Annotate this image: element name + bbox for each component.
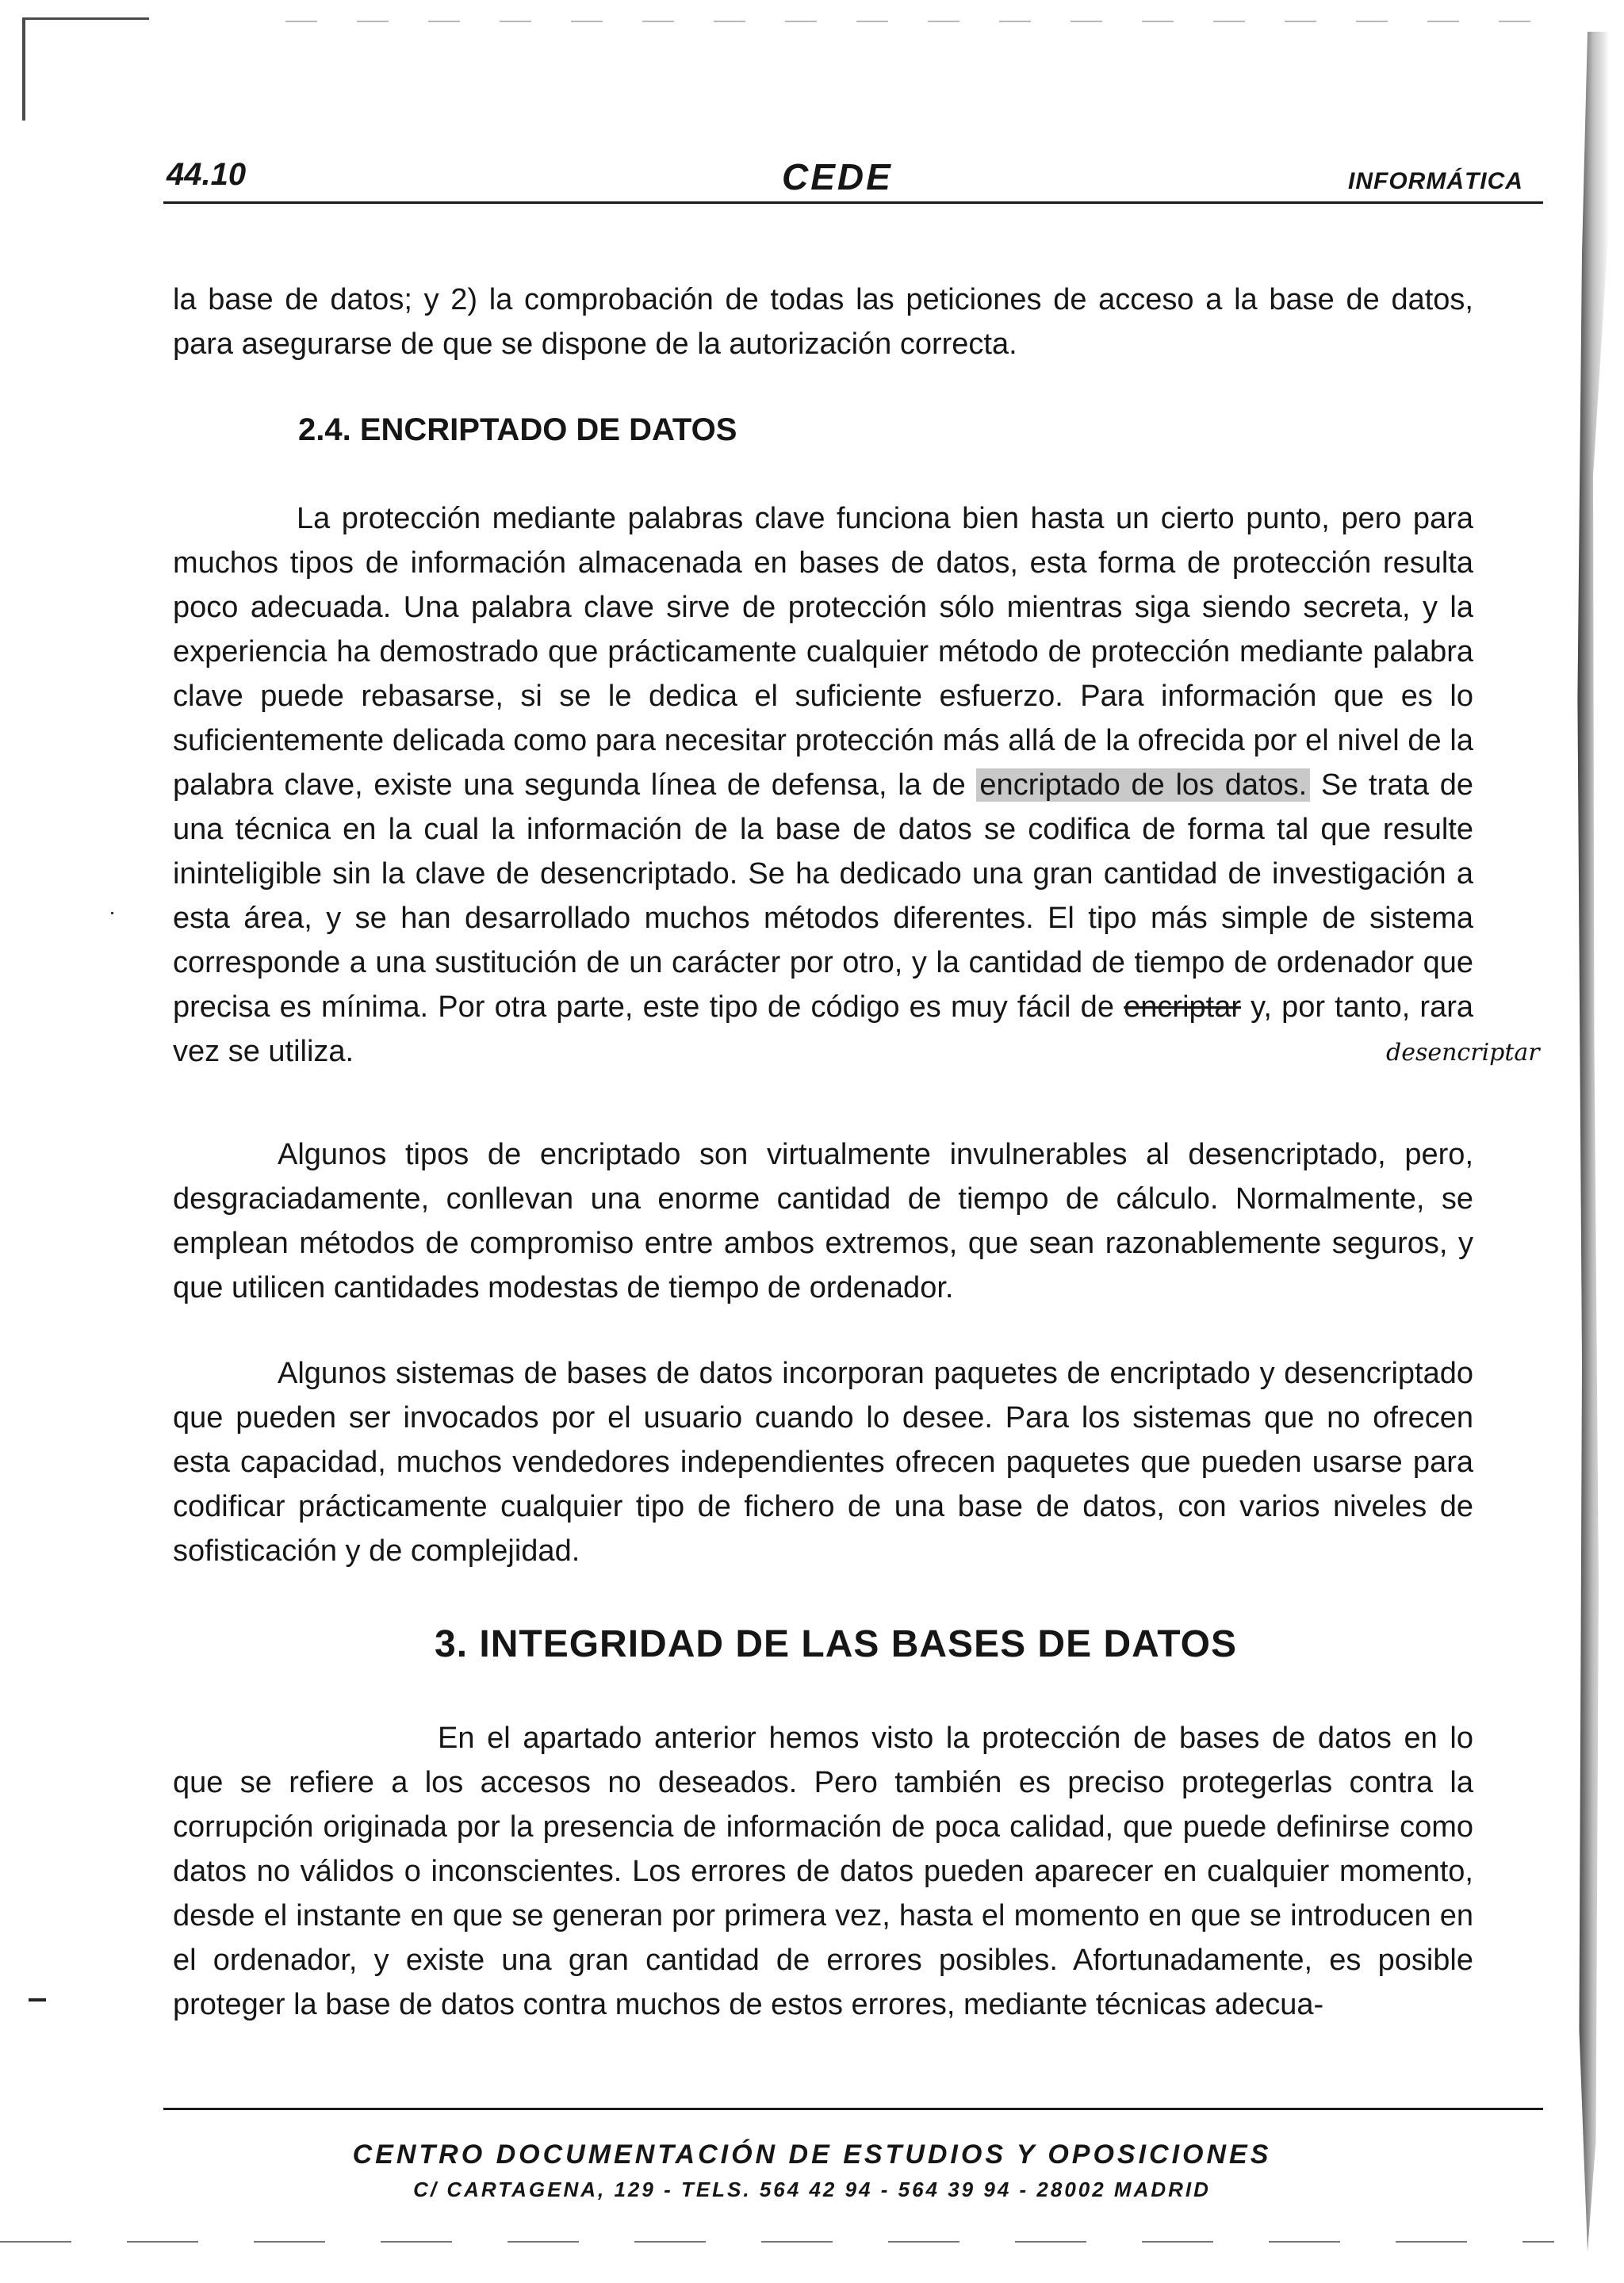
scan-shadow-right xyxy=(1554,32,1610,2252)
paragraph-text: La protección mediante palabras clave funciona bien hasta un cierto punto, pero para muchos tipos de información almacenada en bases de datos, esta forma de protección resulta poco adecuada. Una palabra clave sirve de protección sólo mientras siga siendo secreta, y la experiencia ha demostrado que prácticamente cualquier método de protección mediante palabra clave puede rebasarse, si se le dedica el suficiente esfuerzo. Para información que es lo suficientemente delicada como para necesitar protección más allá de la ofrecida por el nivel de la palabra clave, existe una segunda línea de defensa, la de xyxy=(173,502,1473,802)
scan-speck xyxy=(111,912,113,914)
publisher-name: CEDE xyxy=(782,156,893,197)
paragraph-integrity: En el apartado anterior hemos visto la protección de bases de datos en lo que se refiere a los accesos no deseados. Pero también es preciso protegerlas contra la corrupción originada por la presencia de información de poca calidad, que puede definirse como datos no válidos o inconscientes. Los errores de datos pueden aparecer en cualquier momento, desde el instante en que se generan por primera vez, hasta el momento en que se introducen en el ordenador, y existe una gran cantidad de errores posibles. Afortunadamente, es posible proteger la base de datos contra muchos de estos errores, mediante técnicas adecua- xyxy=(173,1722,1473,2021)
paragraph-encryption-types: Algunos tipos de encriptado son virtualmente invulnerables al desencriptado, pero, desgraciadamente, conllevan una enorme cantidad de tiempo de cálculo. Normalmente, se emplean métodos de compromiso entre ambos extremos, que sean razonablemente seguros, y que utilicen cantidades modestas de tiempo de ordenador. xyxy=(173,1138,1473,1304)
struck-word: encriptar xyxy=(1124,990,1241,1024)
paragraph-text: Se trata de una técnica en la cual la información de la base de datos se codifica de forma tal que resulte ininteligible sin la clave de desencriptado. Se ha dedicado una gran cantidad de investigación a esta área, y se han desarrollado muchos métodos diferentes. El tipo más simple de sistema corresponde a una sustitución de un carácter por otro, y la cantidad de tiempo de ordenador que precisa es mínima. Por otra parte, este tipo de código es muy fácil de xyxy=(173,768,1474,1024)
subsection-title: 2.4. ENCRIPTADO DE DATOS xyxy=(298,412,737,447)
scan-border-top xyxy=(22,17,149,20)
scan-noise-bottom xyxy=(0,2241,1554,2243)
paragraph-encryption-packages: Algunos sistemas de bases de datos incorporan paquetes de encriptado y desencriptado que pueden ser invocados por el usuario cuando lo desee. Para los sistemas que no ofrecen esta capacidad, muchos vendedores independientes ofrecen paquetes que pueden usarse para codificar prácticamente cualquier tipo de fichero de una base de datos, con varios niveles de sofisticación y de complejidad. xyxy=(173,1357,1473,1568)
section-title: 3. INTEGRIDAD DE LAS BASES DE DATOS xyxy=(435,1623,1238,1665)
paragraph-text: y, por tanto, rara vez se utiliza. xyxy=(173,990,1474,1068)
scan-border-left xyxy=(22,17,25,121)
highlighted-term: encriptado de los datos. xyxy=(976,768,1310,802)
paragraph-encryption xyxy=(173,496,1473,1074)
scan-mark xyxy=(29,1998,46,2001)
handwritten-correction: desencriptar xyxy=(1386,1039,1540,1067)
subject-label: INFORMÁTICA xyxy=(1348,168,1523,194)
header-rule xyxy=(163,201,1543,204)
footer-address: C/ CARTAGENA, 129 - TELS. 564 42 94 - 564 39 94 - 28002 MADRID xyxy=(413,2178,1211,2201)
footer-organization: CENTRO DOCUMENTACIÓN DE ESTUDIOS Y OPOSICIONES xyxy=(352,2139,1272,2170)
page-number: 44.10 xyxy=(167,157,247,192)
scan-noise-top xyxy=(285,21,1554,22)
footer-rule xyxy=(163,2108,1543,2110)
intro-paragraph: la base de datos; y 2) la comprobación de todas las peticiones de acceso a la base de datos, para asegurarse de que se dispone de la autorización correcta. xyxy=(173,283,1473,361)
